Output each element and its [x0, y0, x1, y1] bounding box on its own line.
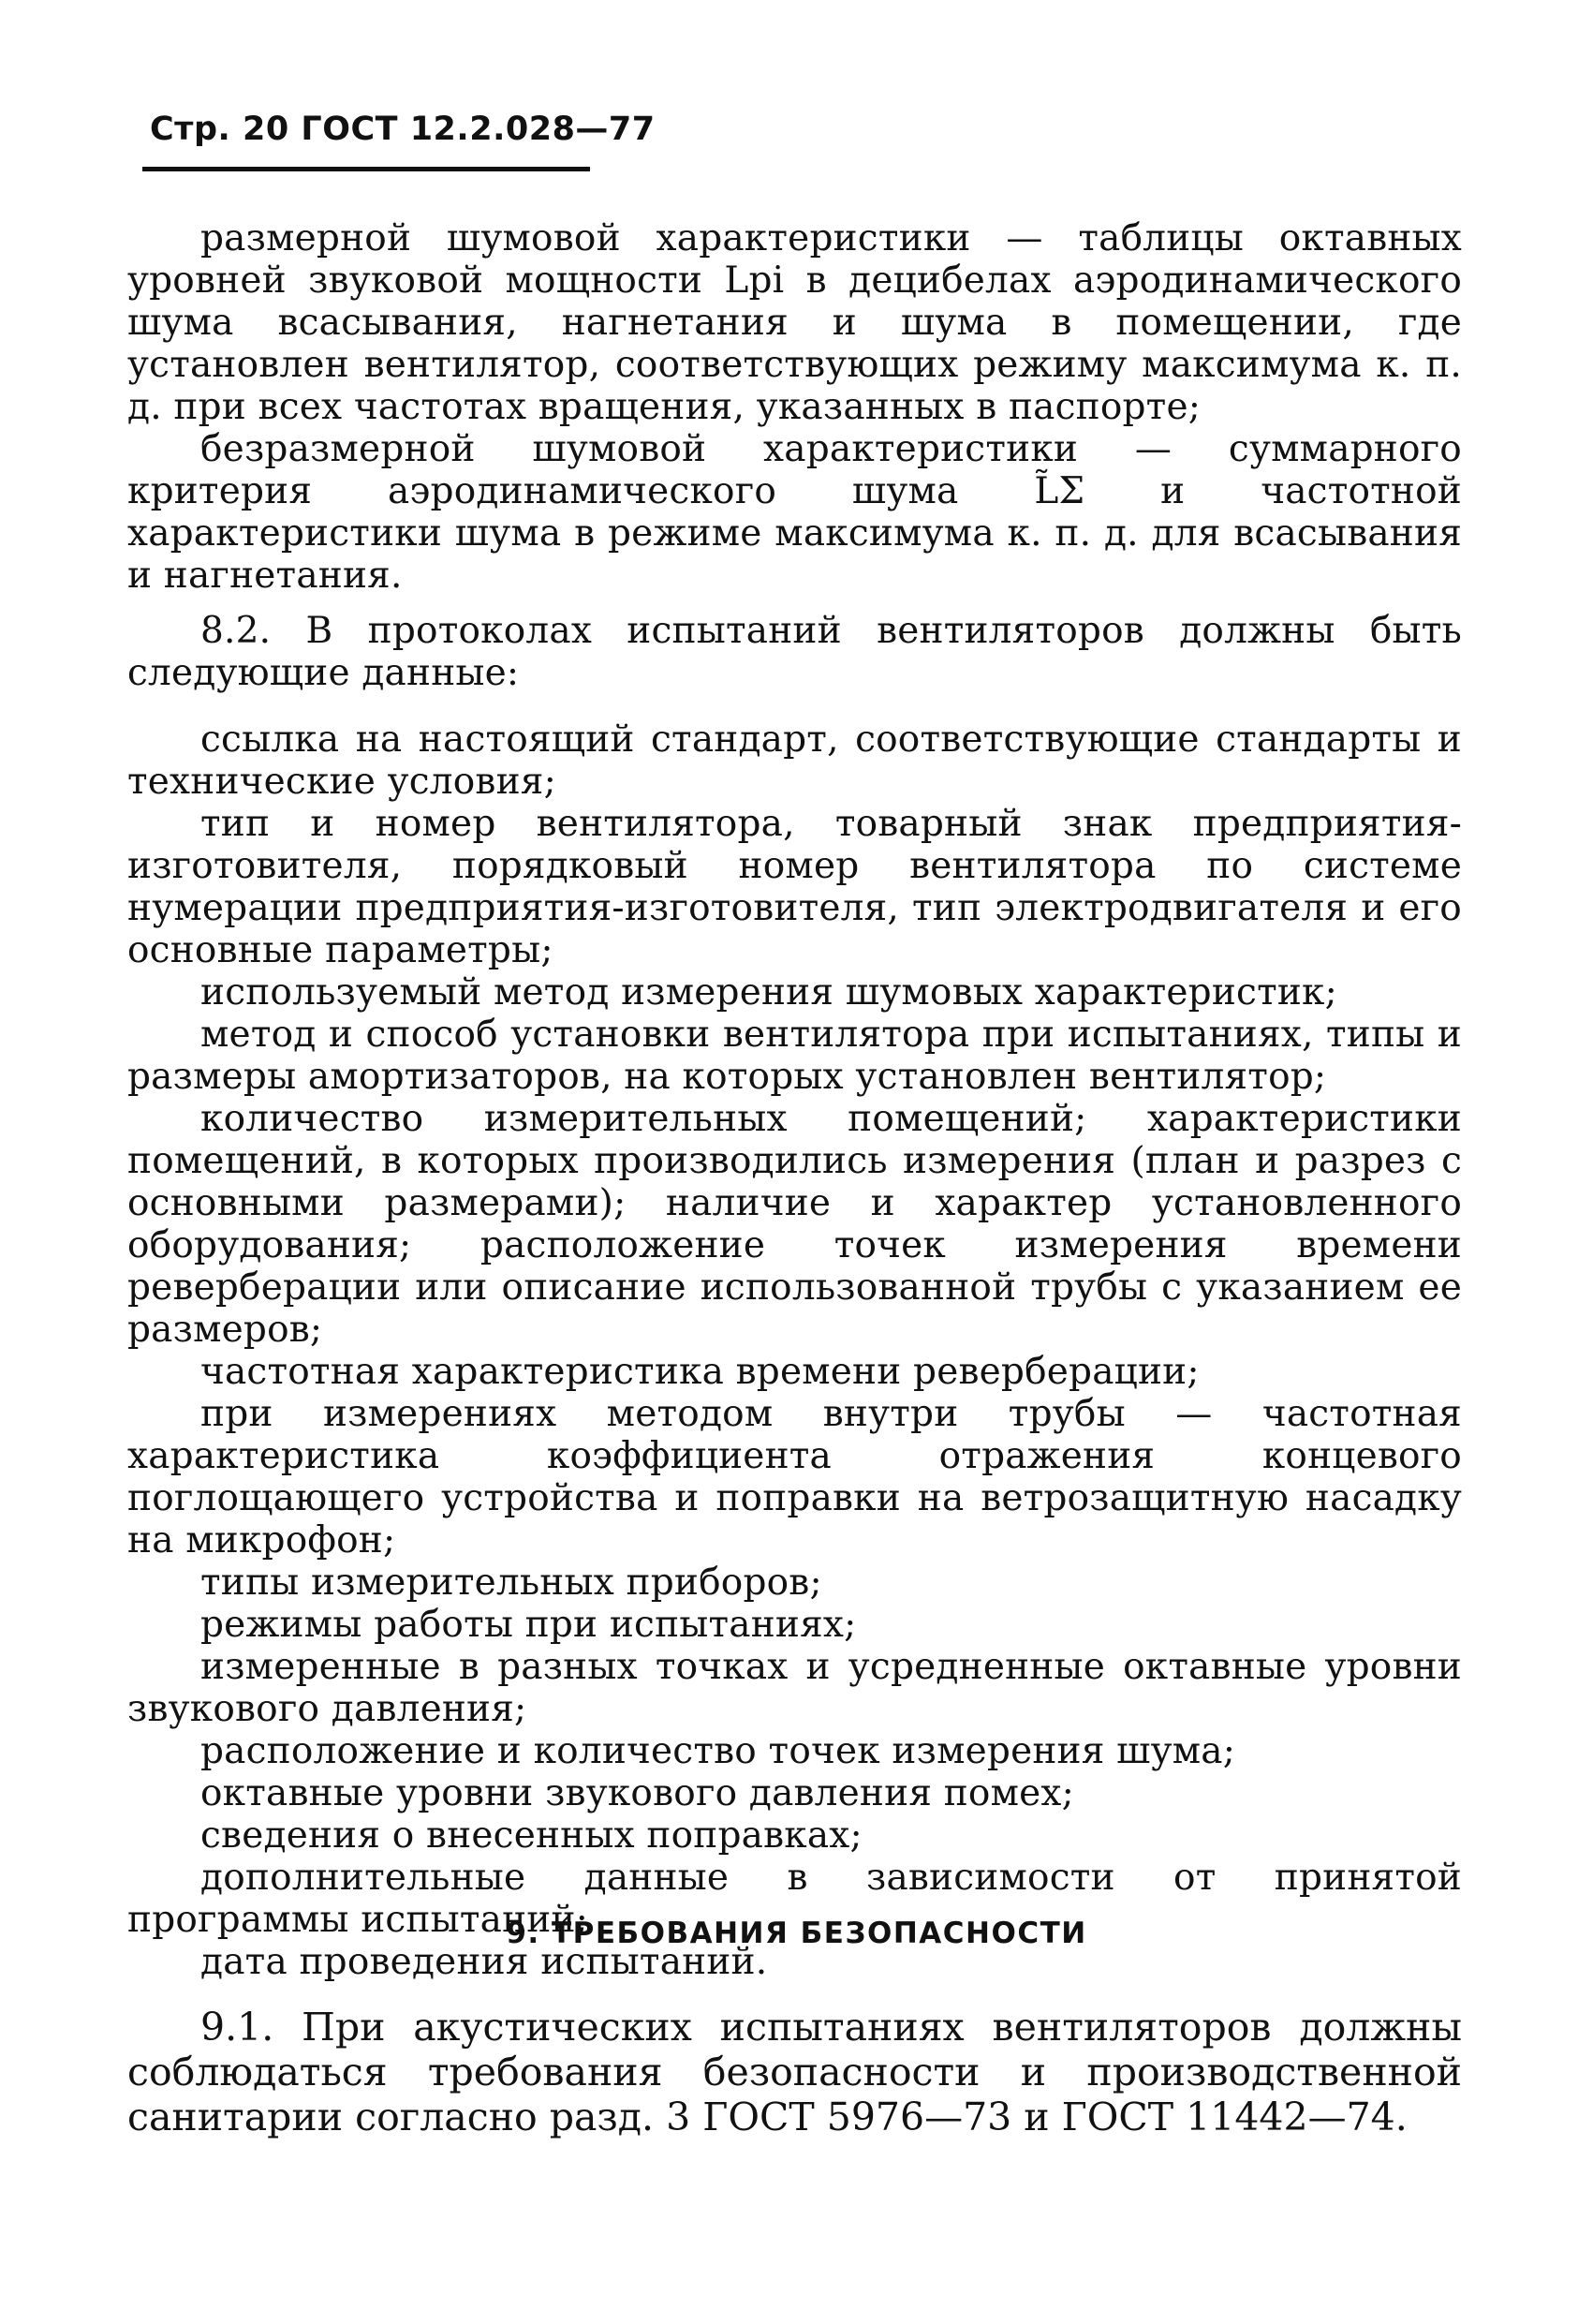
list-item: режимы работы при испытаниях;	[200, 1604, 857, 1646]
paragraph-8-2: 8.2. В протоколах испытаний вентиляторов должны быть следующие данные:	[127, 610, 1462, 694]
paragraph-9-1: 9.1. При акустических испытаниях вентиляторов должны соблюдаться требования безопасности и производственной санитарии согласно разд. 3 ГОСТ 5976—73 и ГОСТ 11442—74.	[127, 2005, 1462, 2139]
protocol-data-list	[127, 718, 1462, 1983]
list-item: метод и способ установки вентилятора при испытаниях, типы и размеры амортизаторов, на которых установлен вентилятор;	[127, 1014, 1462, 1098]
paragraph-dimensional-characteristic: размерной шумовой характеристики — таблицы октавных уровней звуковой мощности Lpi в децибелах аэродинамического шума всасывания, нагнетания и шума в помещении, где установлен вентилятор, соответствующих режиму максимума к. п. д. при всех частотах вращения, указанных в паспорте;	[127, 217, 1462, 428]
list-item: расположение и количество точек измерения шума;	[200, 1730, 1236, 1772]
body-text	[127, 217, 1462, 1983]
list-item: используемый метод измерения шумовых характеристик;	[200, 971, 1337, 1014]
page-number: Стр. 20	[150, 111, 289, 148]
list-item: типы измерительных приборов;	[200, 1562, 822, 1604]
standard-number: ГОСТ 12.2.028—77	[301, 111, 656, 148]
list-item: количество измерительных помещений; характеристики помещений, в которых производились измерения (план и разрез с основными размерами); наличие и характер установленного оборудования; расположение точек измерения времени реверберации или описание использованной трубы с указанием ее размеров;	[127, 1098, 1462, 1351]
page-header	[150, 111, 656, 148]
section-body	[127, 2005, 1462, 2139]
list-item: измеренные в разных точках и усредненные октавные уровни звукового давления;	[127, 1646, 1462, 1730]
list-item: дополнительные данные в зависимости от принятой программы испытаний;	[127, 1857, 1462, 1941]
paragraph-dimensionless-characteristic: безразмерной шумовой характеристики — суммарного критерия аэродинамического шума L̃Σ и частотной характеристики шума в режиме максимума к. п. д. для всасывания и нагнетания.	[127, 428, 1462, 597]
list-item: октавные уровни звукового давления помех;	[200, 1772, 1074, 1814]
list-item: при измерениях методом внутри трубы — частотная характеристика коэффициента отражения концевого поглощающего устройства и поправки на ветрозащитную насадку на микрофон;	[127, 1393, 1462, 1562]
list-item: тип и номер вентилятора, товарный знак предприятия-изготовителя, порядковый номер вентилятора по системе нумерации предприятия-изготовителя, тип электродвигателя и его основные параметры;	[127, 803, 1462, 971]
section-title: 9. ТРЕБОВАНИЯ БЕЗОПАСНОСТИ	[506, 1917, 1087, 1950]
list-item: частотная характеристика времени реверберации;	[200, 1351, 1200, 1393]
list-item: дата проведения испытаний.	[200, 1941, 768, 1983]
header-rule	[142, 167, 590, 171]
list-item: сведения о внесенных поправках;	[200, 1814, 863, 1857]
list-item: ссылка на настоящий стандарт, соответствующие стандарты и технические условия;	[127, 718, 1462, 803]
